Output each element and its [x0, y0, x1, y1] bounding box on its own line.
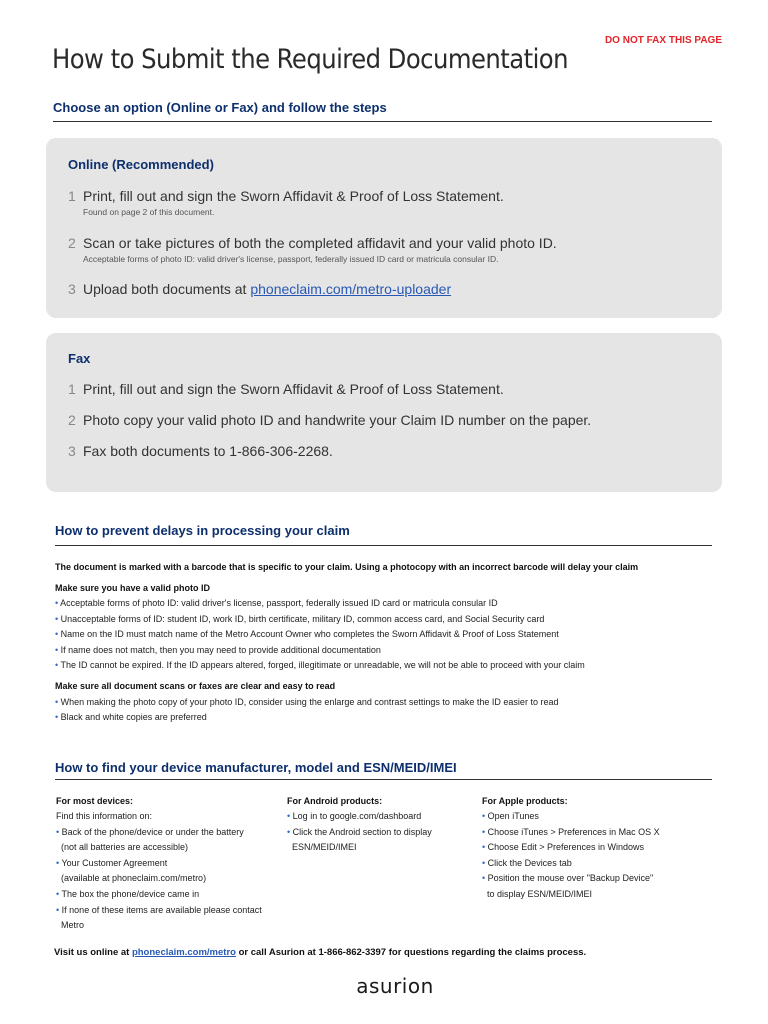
bullet-icon: •: [55, 614, 59, 624]
photo-bullet-5: [55, 660, 585, 670]
bullet-icon: •: [55, 697, 59, 707]
footer-contact: [54, 947, 586, 958]
photo-bullet-1: [55, 598, 498, 608]
photo-id-heading: Make sure you have a valid photo ID: [55, 583, 211, 593]
android-column: [287, 796, 477, 856]
apple-line-6: to display ESN/MEID/IMEI: [487, 888, 593, 899]
apple-line-2-text: Choose iTunes > Preferences in Mac OS X: [487, 826, 660, 837]
photo-bullet-4: [55, 645, 381, 655]
most-devices-line-6: [56, 887, 281, 903]
bullet-icon: •: [55, 629, 59, 639]
bullet-icon: •: [56, 857, 60, 868]
most-devices-line-7: [56, 903, 281, 919]
scan-heading: Make sure all document scans or faxes are clear and easy to read: [55, 681, 336, 691]
apple-line-1: [482, 809, 712, 825]
page-title: How to Submit the Required Documentation: [52, 44, 568, 75]
footer-phoneclaim-link[interactable]: phoneclaim.com/metro: [131, 947, 236, 958]
scan-bullet-1: [55, 697, 558, 707]
most-devices-line-6-text: The box the phone/device came in: [61, 888, 200, 899]
bullet-icon: •: [55, 712, 59, 722]
scan-bullet-1-text: When making the photo copy of your photo ID, consider using the enlarge and contrast settings to make the ID easier to read: [60, 697, 559, 707]
online-option-box: [46, 138, 722, 318]
barcode-note: The document is marked with a barcode that is specific to your claim. Using a photocopy with an incorrect barcode will delay your claim: [55, 562, 639, 572]
footer-post-text: or call Asurion at 1-866-862-3397 for questions regarding the claims process.: [235, 947, 587, 958]
photo-bullet-3: [55, 629, 559, 639]
online-step-1-text: Print, fill out and sign the Sworn Affidavit & Proof of Loss Statement.: [83, 188, 504, 204]
delays-divider: [55, 545, 712, 546]
most-devices-line-5: (available at phoneclaim.com/metro): [61, 873, 207, 884]
apple-line-4-text: Click the Devices tab: [487, 857, 572, 868]
fax-option-box: [46, 333, 722, 492]
apple-line-5: [482, 871, 712, 887]
delays-heading: How to prevent delays in processing your claim: [55, 523, 350, 538]
apple-line-2: [482, 825, 712, 841]
most-devices-line-2-text: Back of the phone/device or under the battery: [61, 826, 244, 837]
do-not-fax-notice: DO NOT FAX THIS PAGE: [604, 35, 722, 46]
apple-line-3: [482, 840, 712, 856]
uploader-link[interactable]: phoneclaim.com/metro-uploader: [250, 281, 452, 297]
online-title: Online (Recommended): [68, 157, 214, 172]
asurion-logo: asurion: [356, 974, 434, 998]
options-subtitle: Choose an option (Online or Fax) and follow the steps: [53, 100, 387, 115]
fax-step-1-number: 1: [68, 381, 76, 397]
android-line-1: [287, 809, 477, 825]
apple-line-1-text: Open iTunes: [487, 811, 539, 821]
bullet-icon: •: [482, 811, 486, 821]
most-devices-line-3: (not all batteries are accessible): [61, 842, 189, 853]
most-devices-line-4-text: Your Customer Agreement: [61, 857, 168, 868]
android-line-2: [287, 825, 477, 841]
online-step-1-note: Found on page 2 of this document.: [83, 207, 215, 217]
scan-bullet-2: [55, 712, 207, 722]
bullet-icon: •: [55, 598, 59, 608]
apple-line-5-text: Position the mouse over "Backup Device": [487, 873, 654, 884]
most-devices-line-8: Metro: [61, 920, 85, 931]
fax-title: Fax: [68, 351, 91, 366]
most-devices-line-1: Find this information on:: [56, 811, 153, 821]
bullet-icon: •: [55, 645, 59, 655]
bullet-icon: •: [55, 660, 59, 670]
most-devices-line-7-text: If none of these items are available please contact: [61, 904, 262, 915]
online-step-2-number: 2: [68, 235, 76, 251]
device-divider: [55, 779, 712, 780]
apple-line-3-text: Choose Edit > Preferences in Windows: [487, 842, 644, 853]
photo-bullet-1-text: Acceptable forms of photo ID: valid driver's license, passport, federally issued ID card or matricula consular ID: [60, 598, 498, 608]
footer-pre-text: Visit us online at: [54, 947, 132, 958]
bullet-icon: •: [482, 873, 486, 884]
bullet-icon: •: [287, 811, 291, 821]
apple-column: [482, 796, 712, 903]
most-devices-line-2: [56, 825, 281, 841]
apple-title: For Apple products:: [482, 796, 568, 806]
apple-line-4: [482, 856, 712, 872]
android-line-1-text: Log in to google.com/dashboard: [292, 811, 422, 821]
most-devices-title: For most devices:: [56, 796, 134, 806]
android-line-2-text: Click the Android section to display: [292, 826, 432, 837]
photo-bullet-4-text: If name does not match, then you may need to provide additional documentation: [60, 645, 381, 655]
bullet-icon: •: [56, 888, 60, 899]
online-step-2-text: Scan or take pictures of both the completed affidavit and your valid photo ID.: [83, 235, 557, 251]
bullet-icon: •: [56, 904, 60, 915]
fax-step-2-text: Photo copy your valid photo ID and handwrite your Claim ID number on the paper.: [83, 412, 592, 428]
photo-bullet-2-text: Unacceptable forms of ID: student ID, work ID, birth certificate, military ID, common access card, and Social Security card: [60, 614, 545, 624]
photo-bullet-2: [55, 614, 544, 624]
fax-step-3-number: 3: [68, 443, 76, 459]
fax-step-3-text: Fax both documents to 1-866-306-2268.: [83, 443, 333, 459]
photo-bullet-3-text: Name on the ID must match name of the Metro Account Owner who completes the Sworn Affidavit & Proof of Loss Statement: [60, 629, 559, 639]
bullet-icon: •: [482, 857, 486, 868]
device-heading: How to find your device manufacturer, model and ESN/MEID/IMEI: [55, 760, 457, 775]
most-devices-line-4: [56, 856, 281, 872]
online-step-1-number: 1: [68, 188, 76, 204]
subtitle-divider: [53, 121, 712, 122]
online-step-3-number: 3: [68, 281, 76, 297]
online-step-3: [83, 281, 451, 297]
android-line-3: ESN/MEID/IMEI: [292, 842, 357, 853]
bullet-icon: •: [482, 842, 486, 853]
most-devices-column: [56, 796, 281, 934]
bullet-icon: •: [287, 826, 291, 837]
bullet-icon: •: [482, 826, 486, 837]
fax-step-2-number: 2: [68, 412, 76, 428]
photo-bullet-5-text: The ID cannot be expired. If the ID appears altered, forged, illegitimate or unreadable, we will not be able to proceed with your claim: [60, 660, 585, 670]
bullet-icon: •: [56, 826, 60, 837]
android-title: For Android products:: [287, 796, 383, 806]
online-step-3-text: Upload both documents at: [83, 281, 251, 297]
scan-bullet-2-text: Black and white copies are preferred: [60, 712, 207, 722]
fax-step-1-text: Print, fill out and sign the Sworn Affidavit & Proof of Loss Statement.: [83, 381, 504, 397]
online-step-2-note: Acceptable forms of photo ID: valid driver's license, passport, federally issued ID card or matricula consular ID.: [83, 254, 499, 264]
